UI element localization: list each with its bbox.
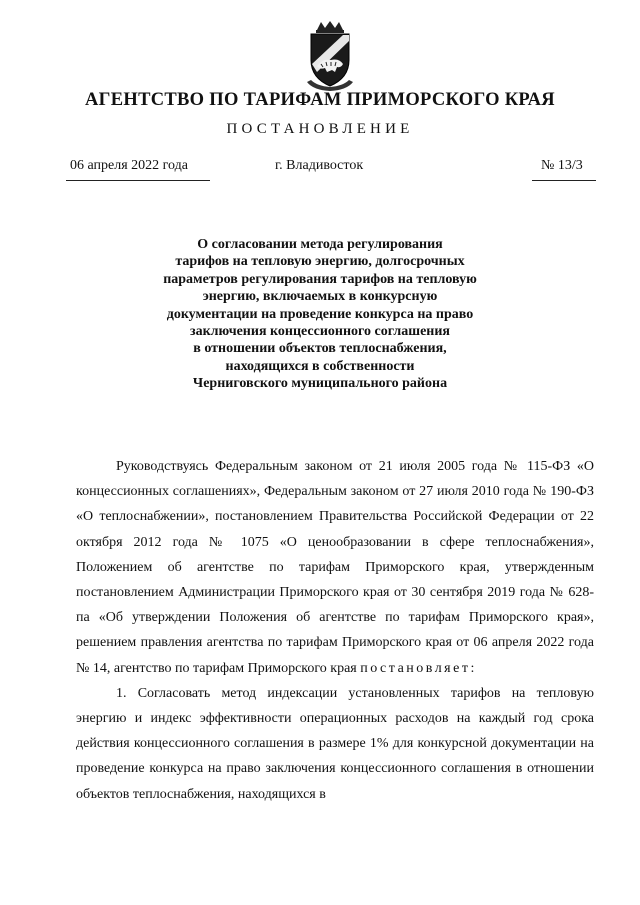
number-underline: [532, 180, 596, 181]
document-type: ПОСТАНОВЛЕНИЕ: [226, 121, 414, 137]
document-date: 06 апреля 2022 года: [70, 158, 188, 173]
subject-line: О согласовании метода регулирования: [197, 237, 443, 252]
subject-line: в отношении объектов теплоснабжения,: [193, 341, 447, 357]
document-body: [76, 454, 594, 807]
date-underline: [66, 180, 210, 181]
decree-word: постановляет:: [360, 660, 477, 676]
preamble-paragraph: [76, 454, 594, 681]
coat-of-arms-icon: [299, 20, 361, 92]
subject-line: Черниговского муниципального района: [192, 376, 448, 392]
subject-line: заключения концессионного соглашения: [189, 324, 451, 340]
subject-line: тарифов на тепловую энергию, долгосрочных: [175, 254, 465, 270]
subject-line: энергию, включаемых в конкурсную: [202, 289, 438, 305]
subject-line: параметров регулирования тарифов на тепловую: [163, 271, 477, 287]
document-number: № 13/3: [541, 158, 583, 173]
subject-line: документации на проведение конкурса на право: [166, 306, 474, 322]
preamble-text: Руководствуясь Федеральным законом от 21 июля 2005 года № 115-ФЗ «О концессионных соглашениях», Федеральным законом от 27 июля 2010 года № 190-ФЗ «О теплоснабжении», постановлением Правительства Российской Федерации от 22 октября 2012 года № 1075 «О ценообразовании в сфере теплоснабжения», Положением об агентстве по тарифам Приморского края, утвержденным постановлением Администрации Приморского края от 30 сентября 2019 года № 628-па «Об утверждении Положения об агентстве по тарифам Приморского края», решением правления агентства по тарифам Приморского края от 06 апреля 2022 года № 14, агентство по тарифам Приморского края: [76, 459, 594, 676]
document-city: г. Владивосток: [275, 158, 364, 173]
agency-title: АГЕНТСТВО ПО ТАРИФАМ ПРИМОРСКОГО КРАЯ: [85, 90, 555, 110]
clause-1-paragraph: 1. Согласовать метод индексации установленных тарифов на тепловую энергию и индекс эффективности операционных расходов на каждый год срока действия концессионного соглашения в размере 1% для конкурсной документации на проведение конкурса на право заключения концессионного соглашения в отношении объектов теплоснабжения, находящихся в: [76, 685, 594, 802]
subject-line: находящихся в собственности: [225, 358, 415, 374]
document-subject: [140, 236, 500, 393]
